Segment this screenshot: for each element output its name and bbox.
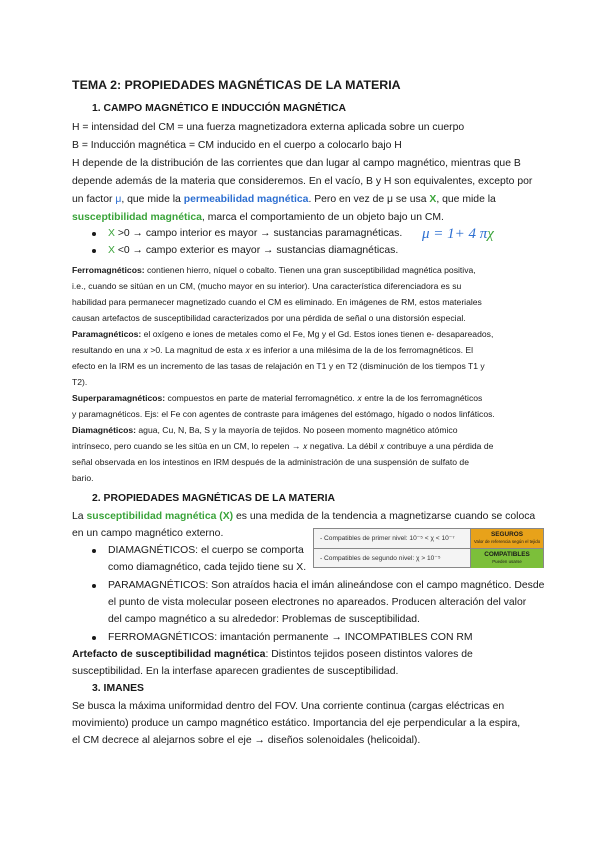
text-run: es una medida de la tendencia a magnetizarse cuando se coloca xyxy=(233,511,536,522)
formula-main: μ = 1+ 4 π xyxy=(422,226,488,242)
text-run: <0 → campo exterior es mayor → sustancias diamagnéticas. xyxy=(114,245,399,256)
mu-symbol: μ xyxy=(115,194,122,205)
text-run: agua, Cu, N, Ba, S y la mayoría de tejidos. No poseen momento magnético atómico xyxy=(136,425,458,435)
paragraph-line xyxy=(72,509,535,525)
paragraph-line xyxy=(72,392,482,405)
bullet-item-continuation: como diamagnético, cada tejido tiene su X. xyxy=(108,562,307,573)
permeability-term: permeabilidad magnética xyxy=(183,194,309,205)
paragraph-line xyxy=(72,647,473,663)
badge-note: Valor de referencia según el tejido xyxy=(473,539,541,544)
section-1-heading: 1. CAMPO MAGNÉTICO E INDUCCIÓN MAGNÉTICA xyxy=(92,103,346,114)
paragraph-line: Se busca la máxima uniformidad dentro del FOV. Una corriente continua (cargas eléctricas en xyxy=(72,701,505,712)
paragraph-line: depende además de la materia que consideremos. En el vacío, B y H son equivalentes, excepto por xyxy=(72,176,533,187)
text-run: , marca el comportamiento de un objeto bajo un CM. xyxy=(201,212,444,223)
text-run: >0 → campo interior es mayor → sustancias paramagnéticas. xyxy=(114,228,403,239)
bullet-item: PARAMAGNÉTICOS: Son atraídos hacia el imán alineándose con el campo magnético. Desde xyxy=(108,580,545,591)
table-cell: - Compatibles de segundo nivel: χ > 10⁻⁵ xyxy=(320,555,441,562)
paragraph-line: el CM decrece al alejarnos sobre el eje → diseños solenoidales (helicoidal). xyxy=(72,735,421,746)
paragraph-line: B = Inducción magnética = CM inducido en el cuerpo a colocarlo bajo H xyxy=(72,140,402,151)
badge-note: Pueden usarse xyxy=(492,559,522,564)
bullet-item-continuation: el punto de vista molecular poseen electrones no apareados. Producen alteración del valor xyxy=(108,597,527,608)
chi-symbol: X xyxy=(108,245,115,256)
susceptibility-term: susceptibilidad magnética (X) xyxy=(86,511,234,522)
bullet-item-continuation: del campo magnético a su alrededor: Problemas de susceptibilidad. xyxy=(108,614,420,625)
table-row xyxy=(314,548,543,568)
ferro-label: Ferromagnéticos: xyxy=(72,265,145,275)
bullet-item xyxy=(108,243,398,259)
text-run: el oxígeno e iones de metales como el Fe, Mg y el Gd. Estos iones tienen e- desapareados, xyxy=(141,329,494,339)
text-run: : Distintos tejidos poseen distintos valores de xyxy=(265,649,473,660)
paragraph-line xyxy=(72,424,457,437)
chi-symbol: X xyxy=(429,194,437,205)
paragraph-line: movimiento) produce un campo magnético estático. Importancia del eje perpendicular a la espira, xyxy=(72,718,521,729)
paragraph-line xyxy=(72,210,444,226)
paragraph-line: señal observada en los intestinos en IRM después de la administración de una suspensión de sulfato de xyxy=(72,457,469,467)
artifact-label: Artefacto de susceptibilidad magnética xyxy=(72,649,266,660)
bullet-item xyxy=(108,226,402,242)
paragraph-line: causan artefactos de susceptibilidad caracterizados por una pérdida de señal o una distorsión especial. xyxy=(72,313,466,323)
text-run: , que mide la xyxy=(436,194,496,205)
compatibility-table xyxy=(313,528,544,568)
formula-chi: χ xyxy=(487,226,494,242)
paragraph-line: en un campo magnético externo. xyxy=(72,528,224,539)
paragraph-line: i.e., cuando se sitúan en un CM, (mucho mayor en su interior). Una característica diferenciadora es su xyxy=(72,281,462,291)
susceptibility-term: susceptibilidad magnética xyxy=(72,212,202,223)
section-2-heading: 2. PROPIEDADES MAGNÉTICAS DE LA MATERIA xyxy=(92,493,336,504)
paragraph-line: resultando en una 𝑥 >0. La magnitud de esta 𝑥 es inferior a una milésima de la de los ferromagnéticos. El xyxy=(72,345,474,355)
text-run: . Pero en vez de μ se usa xyxy=(308,194,430,205)
table-cell: - Compatibles de primer nivel: 10⁻⁵ < χ < 10⁻⁷ xyxy=(320,535,455,542)
super-label: Superparamagnéticos: xyxy=(72,393,166,403)
text-run: , que mide la xyxy=(121,194,184,205)
chi-symbol: X xyxy=(108,228,115,239)
status-badge-safe xyxy=(470,529,543,548)
text-run: La xyxy=(72,511,87,522)
para-label: Paramagnéticos: xyxy=(72,329,142,339)
paragraph-line xyxy=(72,192,496,208)
paragraph-line: y paramagnéticos. Ejs: el Fe con agentes de contraste para imágenes del estómago, hígado o nodos linfáticos. xyxy=(72,409,495,419)
paragraph-line: bario. xyxy=(72,473,94,483)
paragraph-line xyxy=(72,264,476,277)
badge-title: COMPATIBLES xyxy=(484,551,530,558)
bullet-dot xyxy=(92,584,96,588)
bullet-dot xyxy=(92,249,96,253)
paragraph-line: T2). xyxy=(72,377,88,387)
text-run: un factor xyxy=(72,194,116,205)
bullet-dot xyxy=(92,549,96,553)
permeability-formula xyxy=(422,226,494,243)
paragraph-line: H depende de la distribución de las corrientes que dan lugar al campo magnético, mientras que B xyxy=(72,158,521,169)
bullet-item: DIAMAGNÉTICOS: el cuerpo se comporta xyxy=(108,545,304,556)
bullet-item: FERROMAGNÉTICOS: imantación permanente → INCOMPATIBLES CON RM xyxy=(108,632,473,643)
table-row xyxy=(314,529,543,548)
section-3-heading: 3. IMANES xyxy=(92,683,144,694)
paragraph-line xyxy=(72,328,493,341)
paragraph-line: susceptibilidad. En la interfase aparecen gradientes de susceptibilidad. xyxy=(72,666,399,677)
paragraph-line: efecto en la IRM es un incremento de las tasas de relajación en T1 y en T2 (disminución de los tiempos T1 y xyxy=(72,361,485,371)
bullet-dot xyxy=(92,232,96,236)
paragraph-line: H = intensidad del CM = una fuerza magnetizadora externa aplicada sobre un cuerpo xyxy=(72,122,465,133)
dia-label: Diamagnéticos: xyxy=(72,425,136,435)
text-run: compuestos en parte de material ferromagnético. 𝑥 entre la de los ferromagnéticos xyxy=(165,393,483,403)
text-run: contienen hierro, níquel o cobalto. Tienen una gran susceptibilidad magnética positiva, xyxy=(144,265,476,275)
badge-title: SEGUROS xyxy=(491,531,523,538)
status-badge-compatible xyxy=(470,549,543,568)
paragraph-line: habilidad para permanecer magnetizado cuando el CM es eliminado. En imágenes de RM, estos materiales xyxy=(72,297,482,307)
bullet-dot xyxy=(92,636,96,640)
page-title: TEMA 2: PROPIEDADES MAGNÉTICAS DE LA MATERIA xyxy=(72,78,401,92)
paragraph-line: intrínseco, pero cuando se les sitúa en un CM, lo repelen → 𝑥 negativa. La débil 𝑥 contribuye a una pérdida de xyxy=(72,441,494,451)
